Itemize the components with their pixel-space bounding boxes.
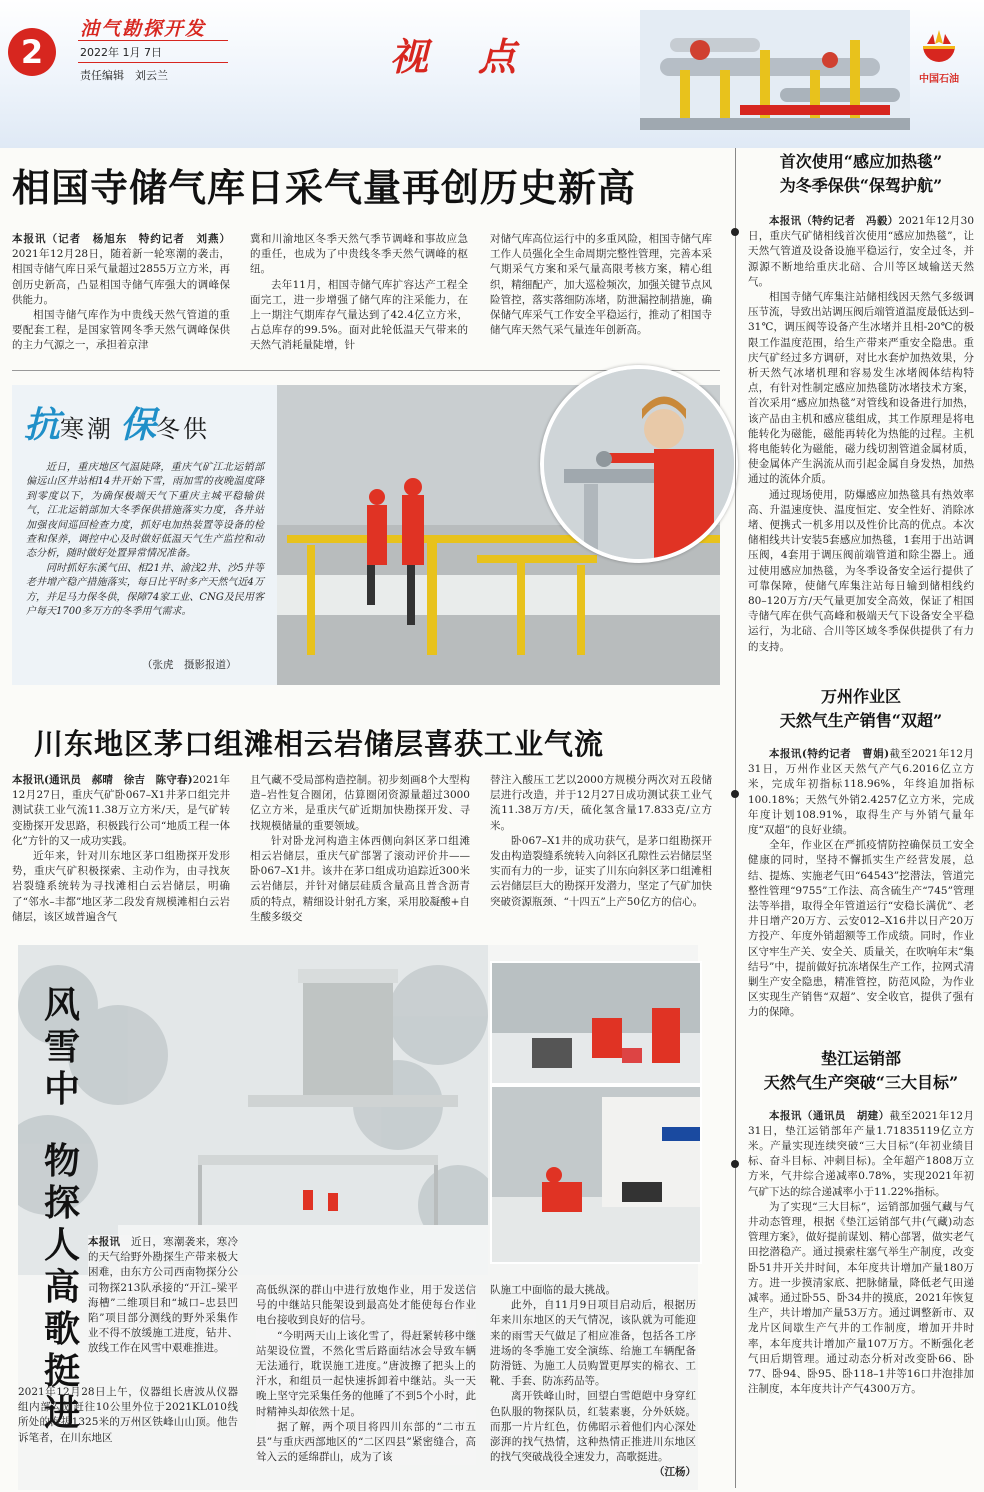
- paragraph: 全年，作业区在严抓疫情防控确保员工安全健康的同时，坚持不懈抓实生产经营发展，总结、提炼、实施老气田“64543”挖潜法，管道完整性管理“9755”工作法、高含硫生产“745”管理法等举措，取得全年管道运行“安稳长满优”、老井日增产20万方、云安012–X16井以日产20万方投产、年度外销超额等工作成绩。同时，作业区守牢生产关、安全关、质量关，在吹响年末“集结号”中，提前做好抗冻堵保生产工作，拉网式清剿生产安全隐患，精准管控，防范风险，为作业区实现生产销售“双超”、安全收官，提供了强有力的保障。: [748, 839, 974, 1019]
- paragraph: 此外，自11月9日项目启动后，根据历年来川东地区的天气情况，该队就为可能迎来的雨雪天气做足了相应准备，包括各工序进场的冬季施工安全演练、给施工车辆配备防滑链、为施工人员购置更厚实的棉衣、工靴、手套、防冻药品等。: [490, 1299, 696, 1388]
- logo: [912, 26, 966, 85]
- paragraph: 离开铁峰山时，回望白雪皑皑中身穿红色队服的物探队员，红装素裹，分外妖娆。而那一片片红色，仿佛昭示着他们内心深处澎湃的找气热情，这种热情正推进川东地区的找气突破战役全速发力，高歌挺进。: [490, 1390, 696, 1464]
- headline-line1: 风雪中: [43, 985, 80, 1110]
- section-name: 视 点: [390, 34, 523, 79]
- paper-name: 油气勘探开发: [80, 18, 207, 40]
- paragraph: 2021年12月28日上午，仪器组长唐波从仪器组内部勾划赶往10公里外位于2021KL010线所处的海拔1325米的万州区铁峰山山顶。他告诉笔者，在川东地区: [18, 1386, 238, 1444]
- snow-article-col1: [88, 1235, 238, 1357]
- paragraph: 近日，重庆地区气温陡降，重庆气矿江北运销部偏远山区井站相14井开始下雪，雨加雪的夜晚温度降到零度以下，为确保极端天气下重庆主城平稳输供气，江北运销部加大冬季保供措施落实力度，各井站加强夜间巡回检查力度，抓好电加热装置等设备的检查和保养，调控中心及时做好低温天气生产监控和动态分析，随时做好处置异常情况准备。: [26, 462, 264, 560]
- cold-wave-text: [26, 461, 264, 619]
- paragraph: 截至2021年12月31日，万州作业区天然气产气6.2016亿立方米，完成年初指标118.96%，年终追加指标100.18%；天然气外销2.4257亿立方米，完成年度计划108.91%，取得生产与外销气量年度“双超”的良好业绩。: [748, 747, 974, 836]
- sidebar-bullet: [731, 790, 739, 798]
- page-number-badge: [8, 28, 56, 76]
- title-text: 冬供: [156, 415, 211, 443]
- snow-article-col3: [490, 1283, 696, 1481]
- worker-photo-2: [490, 1085, 702, 1264]
- paragraph: 且气藏不受局部构造控制。初步刻画8个大型构造–岩性复合圈闭，估算圈闭资源量超过3000亿立方米，是重庆气矿近期加快勘探开发、寻找规模储量的重要领域。: [250, 774, 470, 832]
- title-text: 寒潮: [60, 415, 115, 443]
- inset-photo: [540, 365, 738, 563]
- paragraph: 相国寺储气库作为中贵线天然气管道的重要配套工程，是国家管网冬季天然气调峰保供的主力气源之一，承担着京津: [12, 309, 230, 352]
- paragraph: 同时抓好东溪气田、相21井、渝浅2井、沙5井等老井增产稳产措施落实，每日比平时多产天然气近4万方，并足马力保冬供，保障74家工业、CNG及民用客户每天1700多万方的冬季用气需求。: [26, 562, 264, 618]
- title-line: 天然气生产突破“三大目标”: [763, 1072, 959, 1092]
- paragraph: 相国寺储气库集注站储相线因天然气多级调压节流，导致出站调压阀后端管道温度最低达到–31℃，调压阀等设备产生冰堵并且相-20℃的极限工作温度范围，给生产带来严重安全隐患。重庆气矿经过多方调研，对比水套炉加热效果，分析天然气冰堵机理和容易发生冰堵阀体结构特点，有针对性制定感应加热毯防冰堵技术方案，首次采用“感应加热毯”对管线和设备进行加热，该产品由主机和感应毯组成，其工作原理是将电能转化为磁能，磁能再转化为热能的过程。主机将电能转化为磁能，磁力线切割管道金属材质，使金属体产生涡流从而引起金属自身发热，加热通过的流体介质。: [748, 291, 974, 486]
- worker-photo-1: [490, 961, 702, 1085]
- masthead: [0, 0, 984, 148]
- sidebar-article-2: [748, 747, 974, 1021]
- byline: 本报讯（记者 杨旭东 特约记者 刘燕）: [12, 233, 230, 245]
- paragraph: 近年来，针对川东地区茅口组勘探开发形势，重庆气矿积极探索、主动作为，由寻找灰岩裂缝系统转为寻找滩相白云岩储层，明确了“邻水–丰都”地区茅二段发育规模滩相白云岩储层，该区域普遍含气: [12, 850, 230, 923]
- title-char: 抗: [24, 405, 61, 446]
- paragraph: 高低纵深的群山中进行放炮作业，用于发送信号的中继站只能架设到最高处才能使每台作业电台接收到良好的信号。: [256, 1284, 476, 1327]
- main-headline: 相国寺储气库日采气量再创历史新高: [12, 166, 637, 210]
- paragraph: 截至2021年12月31日，垫江运销部年产量1.71835119亿立方米。产量实现连续突破“三大目标”(年初业绩目标、奋斗目标、冲刺目标)。全年超产1808万立方米，气井综合递减率0.78%，实现2021年初气矿下达的综合递减率小于11.22%指标。: [748, 1109, 974, 1198]
- title-char: 保: [120, 405, 157, 446]
- paragraph: 针对卧龙河构造主体西侧向斜区茅口组滩相云岩储层，重庆气矿部署了滚动评价井——卧067–X1井。该井在茅口组成功追踪近300米云岩储层，并针对储层硅质含量高且普含沥青质的特点，精细设计射孔方案，采用胶凝酸+自生酸多级交: [250, 834, 470, 923]
- logo-text: 中国石油: [919, 74, 959, 85]
- cold-wave-feature: [12, 385, 720, 685]
- second-headline: 川东地区茅口组滩相云岩储层喜获工业气流: [34, 727, 605, 761]
- petrochina-logo-icon: [917, 26, 961, 66]
- headline-line2: 物探人高歌挺进: [43, 1141, 80, 1434]
- byline: 本报讯（通讯员 胡建）: [769, 1109, 890, 1122]
- paragraph: 据了解，两个项目将四川东部的“二市五县”与重庆西部地区的“二区四县”紧密缝合，高耸入云的延绵群山，成为了该: [256, 1420, 476, 1464]
- main-article-col3: [490, 232, 712, 338]
- paragraph: 冀和川渝地区冬季天然气季节调峰和事故应急的重任，也成为了中贵线冬季天然气调峰的枢纽。: [250, 233, 468, 276]
- main-article-col1: [12, 232, 230, 354]
- sidebar-title: [748, 150, 974, 198]
- sidebar-rule: [735, 148, 736, 1488]
- sidebar-article-1: [748, 214, 974, 655]
- sidebar: [748, 150, 974, 1397]
- snow-article-col1b: [18, 1385, 238, 1446]
- main-article-col2: [250, 232, 468, 354]
- second-article-col3: [490, 773, 712, 910]
- pipeline-illustration: [640, 10, 910, 130]
- sidebar-article-3: [748, 1109, 974, 1398]
- second-article-col1: [12, 773, 230, 925]
- worker-scene-1: [492, 963, 700, 1083]
- snow-article-col2: [256, 1283, 476, 1465]
- worker-scene-2: [492, 1087, 700, 1262]
- byline: 本报讯(通讯员 郝晴 徐吉 陈守春): [12, 774, 193, 786]
- credit: （江杨）: [654, 1466, 696, 1479]
- title-line: 首次使用“感应加热毯”: [779, 152, 943, 171]
- title-line: 天然气生产销售“双超”: [779, 710, 943, 730]
- sidebar-title: [748, 1047, 974, 1095]
- paragraph: 队施工中面临的最大挑战。: [490, 1284, 616, 1296]
- snow-feature: [18, 945, 698, 1490]
- sidebar-bullet: [731, 228, 739, 236]
- sidebar-title: [748, 685, 974, 733]
- sidebar-bullet: [731, 1160, 739, 1168]
- paragraph: 卧067–X1井的成功获气，是茅口组勘探开发由构造裂缝系统转入向斜区孔隙性云岩储层坚实而有力的一步，证实了川东向斜区茅口组滩相云岩储层巨大的勘探开发潜力，坚定了气矿加快突破资源瓶颈、“十四五”上产50亿方的信心。: [490, 834, 712, 908]
- paragraph: “今明两天山上该化雪了，得赶紧转移中继站架设位置，不然化雪后路面结冰会导致车辆无法通行，耽误施工进度。”唐波擦了把头上的汗水，和组员一起快速拆卸着中继站。头一天晚上坚守完采集任务的他睡了不到5个小时，此时精神头却依然十足。: [256, 1329, 476, 1418]
- title-line: 万州作业区: [820, 686, 901, 706]
- issue-date: 2022年 1月 7日: [80, 46, 162, 59]
- snow-headline: [34, 985, 90, 1435]
- paragraph: 通过现场使用，防爆感应加热毯具有热效率高、升温速度快、温度恒定、安全性好、消除冰堵、便携式一机多用以及性价比高的优点。本次储相线共计安装5套感应加热毯，1套用于出站调压阀，4套用于调压阀前端管道和除尘器上。通过使用感应加热毯，为冬季设备安全运行提供了可靠保障，使储气库集注站每日输到储相线约80–120万方/天气量更加安全高效，保证了相国寺储气库在供气高峰和极端天气下设备安全平稳运行，为北碚、合川等区域冬季保供提供了有力的支持。: [748, 488, 974, 653]
- paragraph: 近日，寒潮袭来，寒冷的天气给野外勘探生产带来极大困难，由东方公司西南物探分公司物探213队承接的“开江–梁平海槽”二维项目和“城口–忠县凹陷”项目部分测线的野外采集作业不得不放缓施工进度，钻井、放线工作在风雪中艰难推进。: [88, 1236, 239, 1355]
- cold-wave-title: [24, 397, 210, 448]
- worker-closeup: [544, 369, 734, 559]
- byline: 本报讯(特约记者 曹娟): [769, 747, 890, 760]
- paragraph: 2021年12月30日，重庆气矿储相线首次使用“感应加热毯”，让天然气管道及设备设施平稳运行，安全过冬，并源源不断地给重庆北碚、合川等区域输送天然气。: [748, 215, 975, 288]
- editor-line: 责任编辑 刘云兰: [80, 69, 168, 82]
- paragraph: 为了实现“三大目标”，运销部加强气藏与气井动态管理，根据《垫江运销部气井(气藏)动态管理方案》，做好提前谋划、精心部署，做实老气田挖潜稳产。通过摸索柱塞气举生产制度，改变卧51井开关井时间，本年度共计增加产量180万方。进一步摸清家底、把脉储量，降低老气田递减率。通过卧55、卧34井的摸底，2021年恢复生产，共计增加产量53万方。通过调整新市、双龙片区间歇生产气井的工作制度，增加开井时率，本年度共计增加产量107万方。不断强化老气田后期管理。通过动态分析对改变卧66、卧77、卧94、卧95、卧118–1井等16口井泡排加注制度，本年度共计产气4300万方。: [748, 1200, 974, 1396]
- second-article-col2: [250, 773, 470, 925]
- masthead-rule: [78, 40, 228, 41]
- photo-credit: （张虎 摄影报道）: [142, 659, 237, 671]
- paragraph: 2021年12月28日，随着新一轮寒潮的袭击，相国寺储气库日采气量超过2855万立方米，再创历史新高，凸显相国寺储气库强大的调峰保供能力。: [12, 248, 230, 306]
- title-line: 为冬季保供“保驾护航”: [779, 176, 943, 195]
- masthead-rule-2: [78, 62, 228, 63]
- paragraph: 对储气库高位运行中的多重风险，相国寺储气库工作人员强化全生命周期完整性管理，完善本采气期采气方案和采气量高限考核方案，精心组织，精细配产，加大巡检频次，加强关键节点风险管控，落实落细防冻堵，防泄漏控制措施，确保储气库采气工作安全平稳运行，推动了相国寺储气库天然气采气量连年创新高。: [490, 233, 712, 337]
- byline: 本报讯: [88, 1236, 121, 1248]
- page-number: 2: [20, 33, 44, 71]
- paragraph: 2021年12月27日，重庆气矿卧067–X1井茅口组完井测试获工业气流11.38万立方米/天，是气矿转变勘探开发思路，积极践行公司“地质工程一体化”方针的又一成功实践。: [12, 774, 230, 847]
- title-line: 垫江运销部: [820, 1048, 901, 1068]
- paragraph: 去年11月，相国寺储气库扩容达产工程全面完工，进一步增强了储气库的注采能力，在上一期注气期库存气量达到了42.4亿立方米，占总库存的99.5%。面对此轮低温天气带来的天然气消耗量陡增，针: [250, 278, 468, 352]
- paragraph: 替注入酸压工艺以2000方规模分两次对五段储层进行改造，并于12月27日成功测试获工业气流11.38万方/天，硫化氢含量17.833克/立方米。: [490, 774, 712, 832]
- byline: 本报讯（特约记者 冯毅）: [769, 215, 899, 227]
